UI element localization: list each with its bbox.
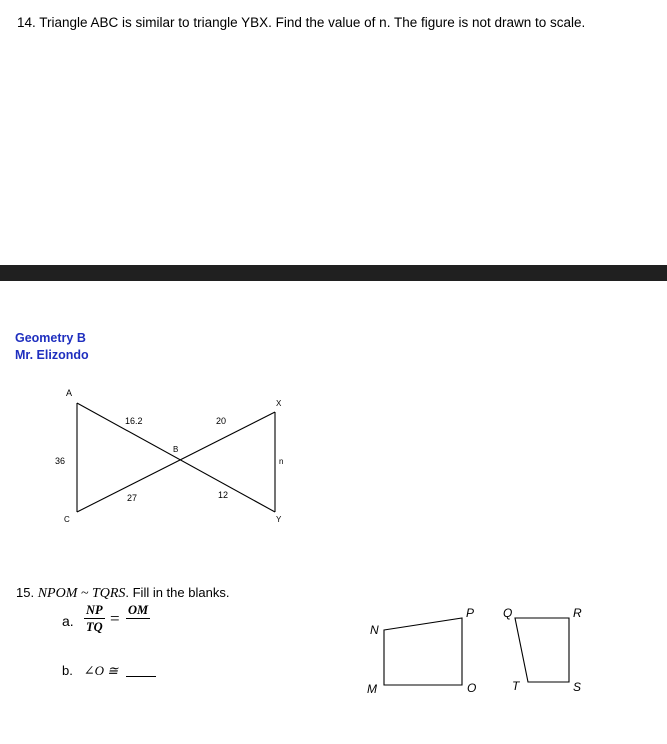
- vertex-label-p: P: [466, 606, 475, 620]
- vertex-label-a: A: [66, 388, 73, 398]
- vertex-label-c: C: [64, 515, 70, 524]
- question-14-text: 14. Triangle ABC is similar to triangle YBX. Find the value of n. The figure is not drawn to scale.: [17, 15, 586, 30]
- side-label-ab: 16.2: [125, 416, 143, 426]
- course-title: Geometry B: [15, 331, 86, 345]
- vertex-label-q: Q: [503, 606, 513, 620]
- fraction-denominator-blank[interactable]: [126, 619, 150, 635]
- vertex-label-x: X: [276, 399, 282, 408]
- question-15-number: 15.: [16, 585, 35, 600]
- vertex-label-n: N: [370, 623, 379, 637]
- segment-a-y: [77, 403, 275, 512]
- side-label-xy: n: [279, 457, 284, 466]
- vertex-label-o: O: [467, 681, 477, 695]
- vertex-label-m: M: [367, 682, 377, 696]
- angle-congruence-expression: ∠O ≅: [83, 663, 119, 678]
- question-15-instruction: . Fill in the blanks.: [125, 585, 230, 600]
- vertex-label-b: B: [173, 445, 179, 454]
- side-label-by: 12: [218, 490, 229, 500]
- vertex-label-t: T: [512, 679, 520, 693]
- teacher-name: Mr. Elizondo: [15, 348, 89, 362]
- quadrilateral-npom: [384, 618, 462, 685]
- part-b-label: b.: [62, 663, 73, 678]
- part-a-label: a.: [62, 613, 74, 629]
- fraction-numerator-om: OM: [128, 603, 149, 617]
- part-b: [62, 663, 156, 679]
- side-label-bx: 20: [216, 416, 227, 426]
- vertex-label-r: R: [573, 606, 582, 620]
- side-label-bc: 27: [127, 493, 138, 503]
- fraction-om-blank: [126, 603, 150, 635]
- side-label-ac: 36: [55, 456, 66, 466]
- vertex-label-y: Y: [276, 515, 282, 524]
- fraction-numerator-np: NP: [86, 603, 103, 617]
- vertex-label-s: S: [573, 680, 582, 694]
- answer-blank[interactable]: [126, 676, 156, 677]
- fraction-denominator-tq: TQ: [86, 620, 103, 634]
- quadrilateral-tqrs: [515, 618, 569, 682]
- fraction-np-tq: [84, 603, 105, 635]
- similarity-statement: NPOM ~ TQRS: [37, 586, 126, 601]
- question-15-prompt: [16, 585, 229, 602]
- segment-c-x: [77, 412, 275, 512]
- equals-sign: =: [110, 609, 120, 628]
